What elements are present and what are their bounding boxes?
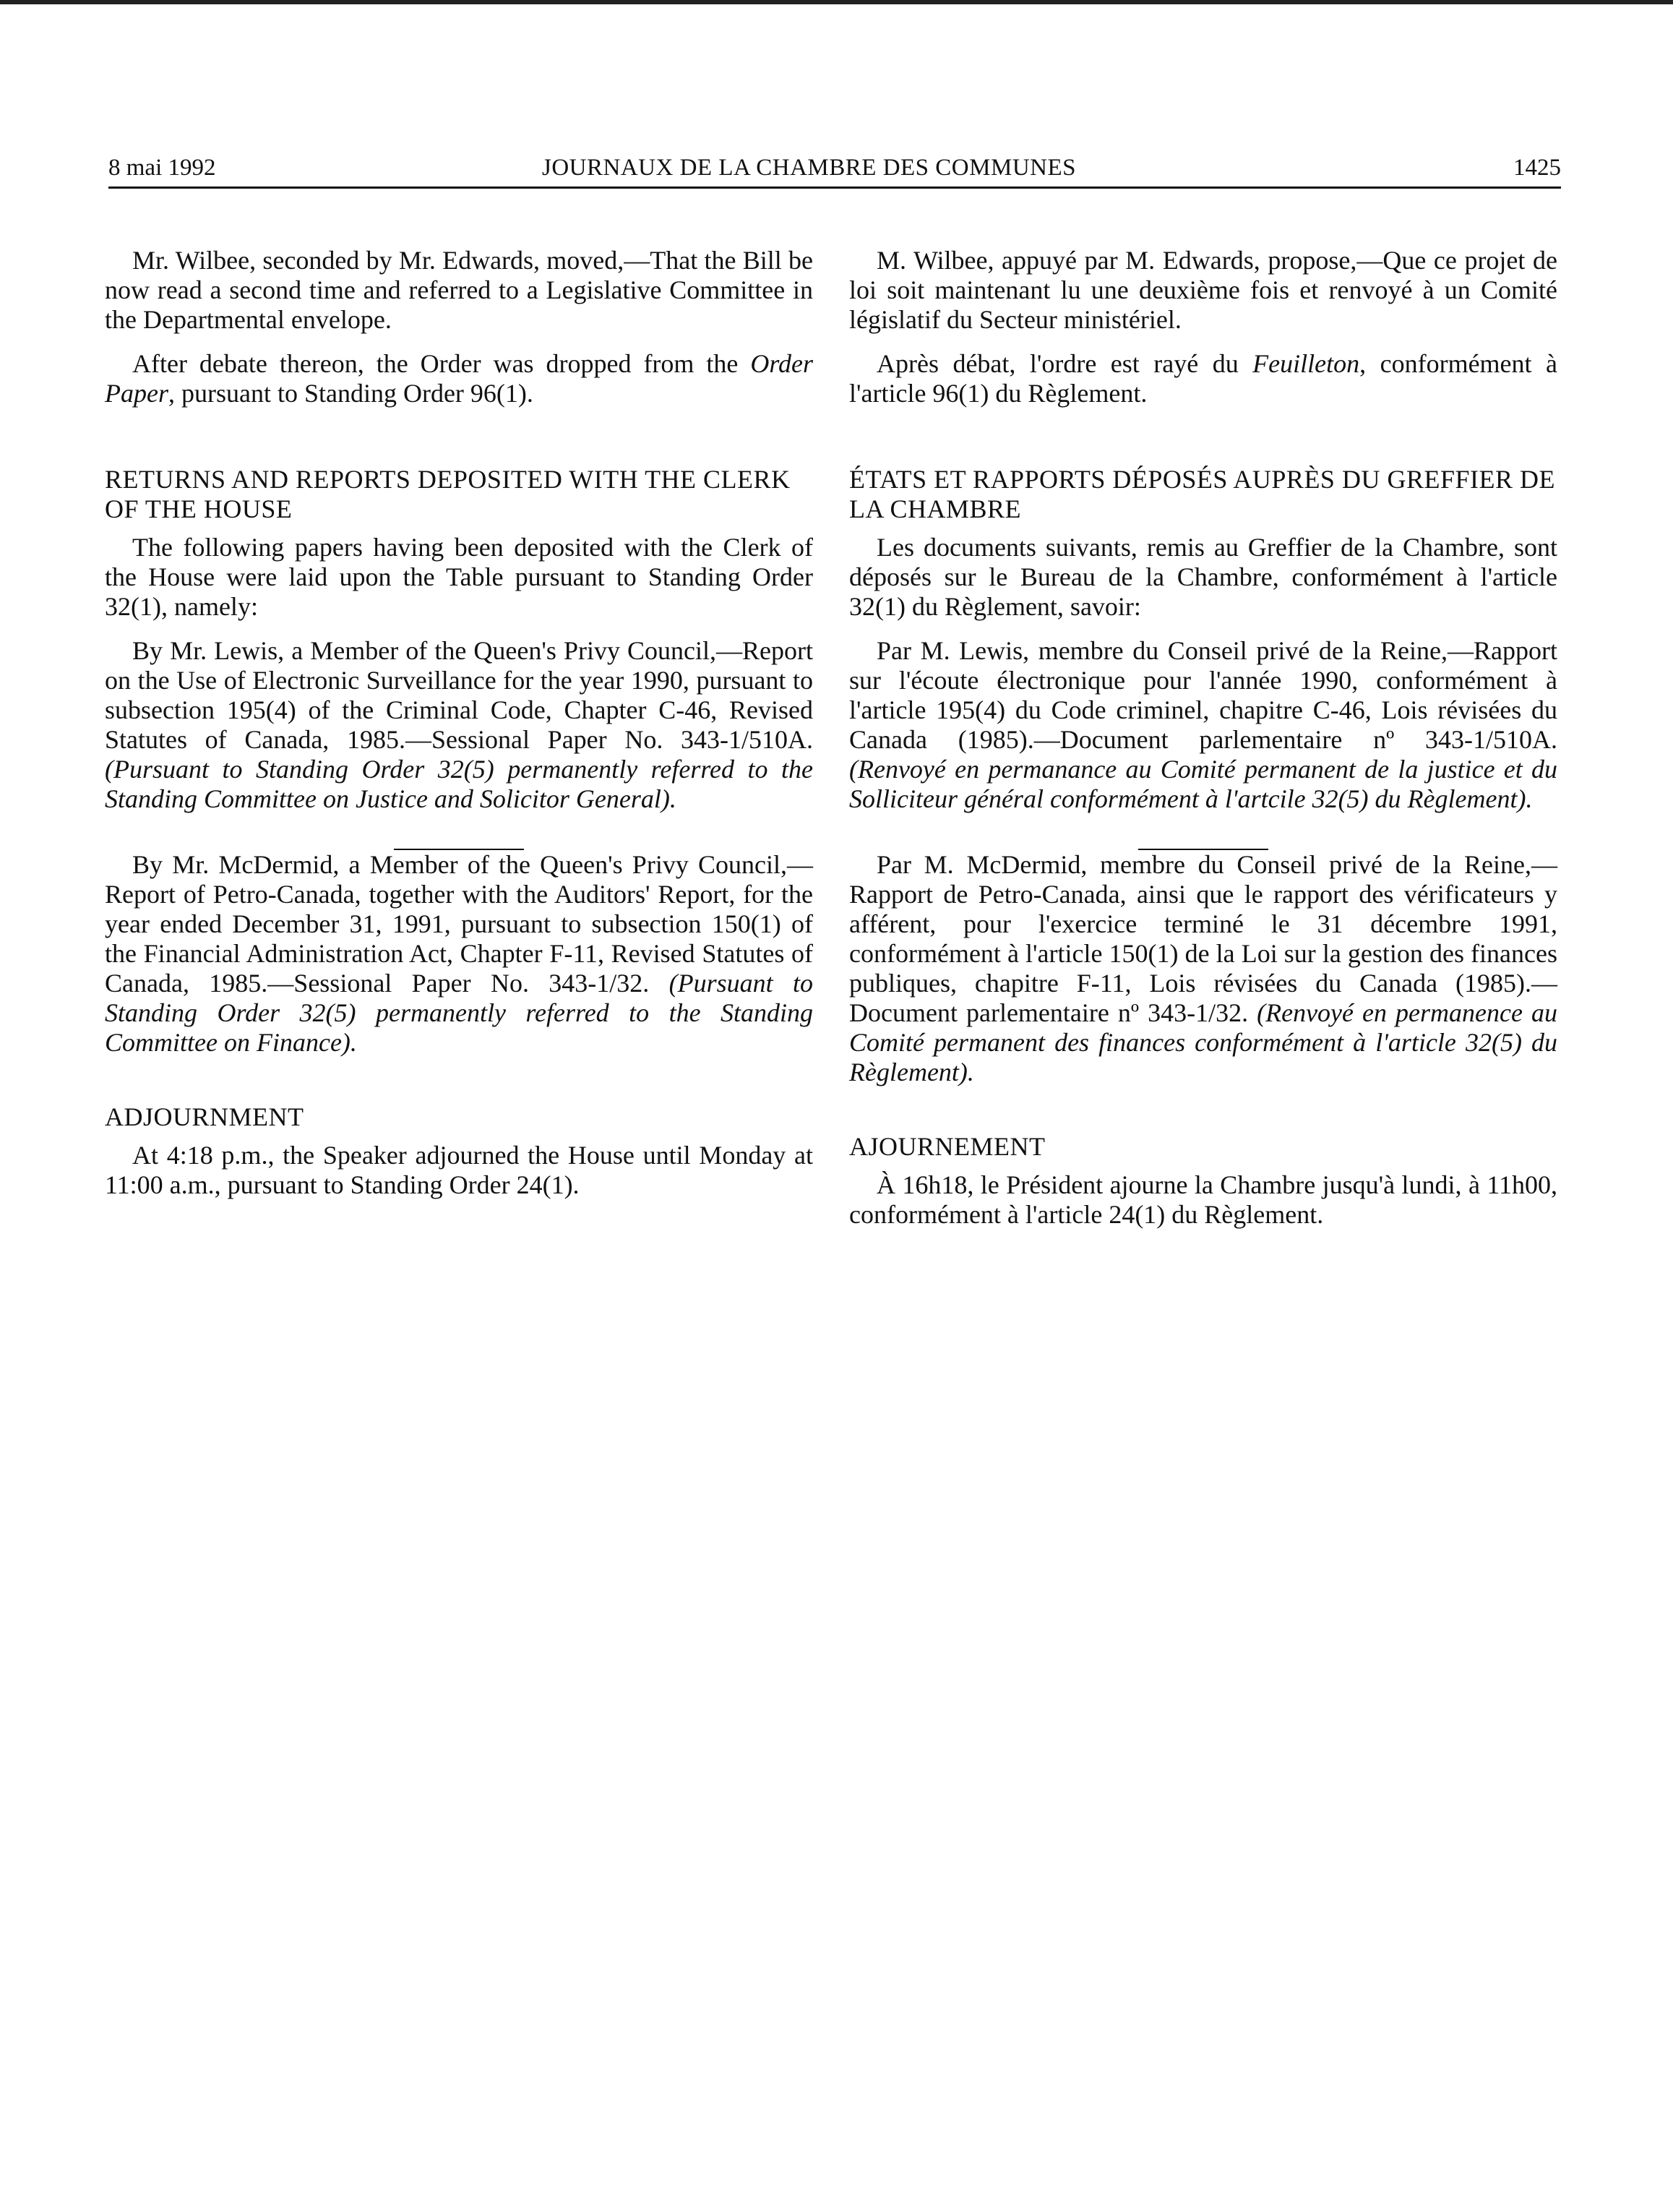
- returns-heading-fr: ÉTATS ET RAPPORTS DÉPOSÉS AUPRÈS DU GREFFIER DE LA CHAMBRE: [849, 465, 1555, 523]
- adjournment-heading: ADJOURNMENT: [105, 1102, 304, 1131]
- returns-intro-fr: Les documents suivants, remis au Greffier de la Chambre, sont déposés sur le Bureau de la Chambre, conformément à l'article 32(1) du Règlement, savoir:: [849, 533, 1557, 621]
- adjournment-section: [105, 1102, 813, 1200]
- running-head: [108, 152, 1561, 189]
- adjournment-paragraph-fr: À 16h18, le Président ajourne la Chambre jusqu'à lundi, à 11h00, conformément à l'article 24(1) du Règlement.: [849, 1170, 1557, 1229]
- debate-paragraph-fr: Après débat, l'ordre est rayé du Feuilleton, conformément à l'article 96(1) du Règlement.: [849, 349, 1557, 408]
- english-column: [105, 246, 813, 1200]
- returns-section: [105, 465, 813, 814]
- french-column: [849, 246, 1557, 1230]
- adjournment-paragraph: At 4:18 p.m., the Speaker adjourned the House until Monday at 11:00 a.m., pursuant to Standing Order 24(1).: [105, 1141, 813, 1199]
- header-date: 8 mai 1992: [108, 155, 216, 181]
- returns-intro: The following papers having been deposited with the Clerk of the House were laid upon the Table pursuant to Standing Order 32(1), namely:: [105, 533, 813, 621]
- debate-paragraph: After debate thereon, the Order was dropped from the Order Paper, pursuant to Standing Order 96(1).: [105, 349, 813, 408]
- header-title: JOURNAUX DE LA CHAMBRE DES COMMUNES: [542, 155, 1076, 181]
- lewis-report: By Mr. Lewis, a Member of the Queen's Privy Council,—Report on the Use of Electronic Surveillance for the year 1990, pursuant to subsection 195(4) of the Criminal Code, Chapter C-46, Revised Statutes of Canada, 1985.—Sessional Paper No. 343-1/510A. (Pursuant to Standing Order 32(5) permanently referred to the Standing Committee on Justice and Solicitor General).: [105, 636, 813, 813]
- returns-heading: RETURNS AND REPORTS DEPOSITED WITH THE CLERK OF THE HOUSE: [105, 465, 791, 523]
- page-number: 1425: [1513, 155, 1561, 181]
- mcdermid-report-fr: Par M. McDermid, membre du Conseil privé de la Reine,—Rapport de Petro-Canada, ainsi que le rapport des vérificateurs y afférent, pour l'exercice terminé le 31 décembre 1991, conformément à l'article 150(1) de la Loi sur la gestion des finances publiques, chapitre F-11, Lois révisées du Canada (1985).—Document parlementaire nº 343-1/32. (Renvoyé en permanence au Comité permanent des finances conformément à l'article 32(5) du Règlement).: [849, 850, 1557, 1086]
- mcdermid-report: By Mr. McDermid, a Member of the Queen's Privy Council,—Report of Petro-Canada, together with the Auditors' Report, for the year ended December 31, 1991, pursuant to subsection 150(1) of the Financial Administration Act, Chapter F-11, Revised Statutes of Canada, 1985.—Sessional Paper No. 343-1/32. (Pursuant to Standing Order 32(5) permanently referred to the Standing Committee on Finance).: [105, 850, 813, 1057]
- adjournment-heading-fr: AJOURNEMENT: [849, 1132, 1046, 1161]
- motion-paragraph: Mr. Wilbee, seconded by Mr. Edwards, moved,—That the Bill be now read a second time and referred to a Legislative Committee in the Departmental envelope.: [105, 246, 813, 334]
- motion-paragraph-fr: M. Wilbee, appuyé par M. Edwards, propose,—Que ce projet de loi soit maintenant lu une deuxième fois et renvoyé à un Comité législatif du Secteur ministériel.: [849, 246, 1557, 334]
- returns-section-fr: [849, 465, 1557, 814]
- adjournment-section-fr: [849, 1132, 1557, 1230]
- lewis-report-fr: Par M. Lewis, membre du Conseil privé de la Reine,—Rapport sur l'écoute électronique pour l'année 1990, conformément à l'article 195(4) du Code criminel, chapitre C-46, Lois révisées du Canada (1985).—Document parlementaire nº 343-1/510A. (Renvoyé en permanance au Comité permanent de la justice et du Solliciteur général conformément à l'artcile 32(5) du Règlement).: [849, 636, 1557, 813]
- page-top-border: [0, 0, 1673, 4]
